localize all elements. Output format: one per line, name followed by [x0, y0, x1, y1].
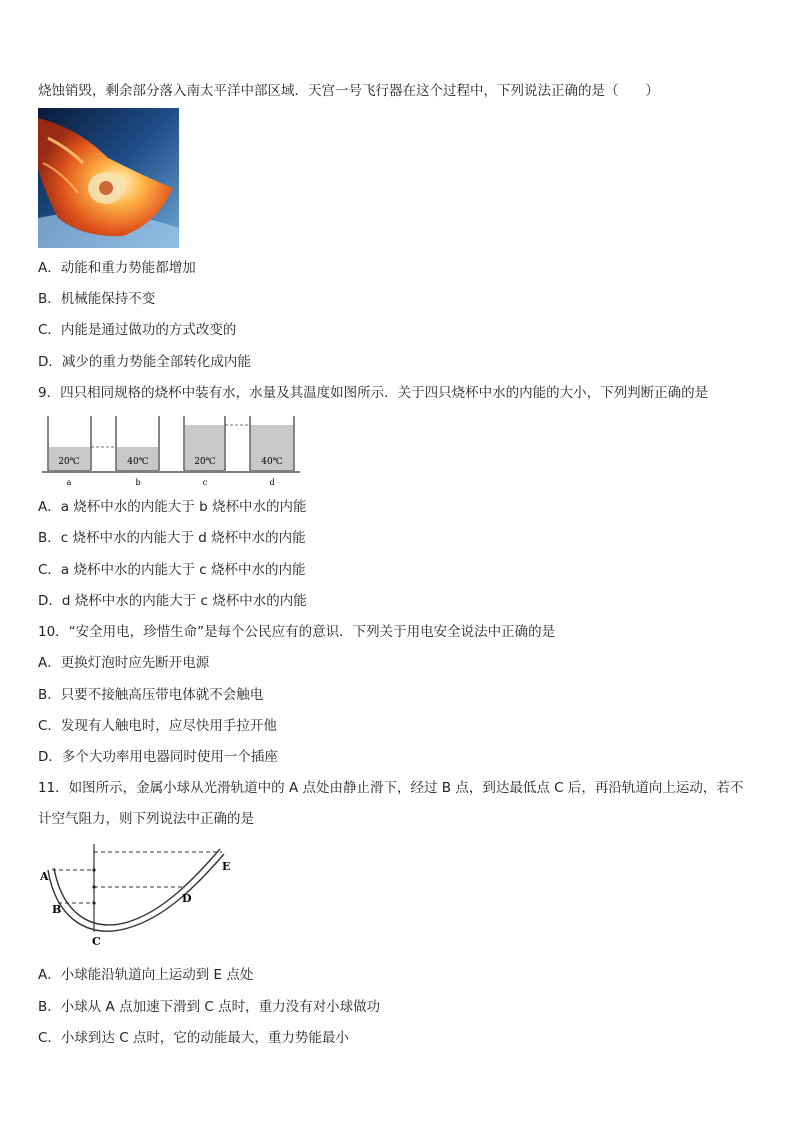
- q9-option-a: A．a 烧杯中水的内能大于 b 烧杯中水的内能: [38, 499, 307, 515]
- beaker-a: [48, 416, 91, 487]
- q8-option-b: B．机械能保持不变: [38, 291, 156, 307]
- q10-option-d: D．多个大功率用电器同时使用一个插座: [38, 749, 278, 765]
- q11-option-b: B．小球从 A 点加速下滑到 C 点时，重力没有对小球做功: [38, 999, 381, 1015]
- point-b-label: B: [52, 903, 62, 916]
- q11-option-a: A．小球能沿轨道向上运动到 E 点处: [38, 967, 254, 983]
- track-figure: [38, 840, 233, 950]
- q8-option-d: D．减少的重力势能全部转化成内能: [38, 354, 251, 370]
- beaker-d-label: d: [269, 478, 275, 487]
- point-e-label: E: [222, 860, 231, 873]
- beakers-figure: [38, 413, 303, 489]
- beaker-a-label: a: [66, 478, 72, 487]
- q11-option-c: C．小球到达 C 点时，它的动能最大，重力势能最小: [38, 1030, 349, 1046]
- q10-option-a: A．更换灯泡时应先断开电源: [38, 655, 210, 671]
- q8-stem: 烧蚀销毁，剩余部分落入南太平洋中部区域．天宫一号飞行器在这个过程中，下列说法正确的是（ ）: [38, 83, 659, 99]
- beaker-b-label: b: [135, 478, 141, 487]
- beaker-b-temp: 40℃: [127, 457, 149, 467]
- beaker-b: [116, 416, 159, 487]
- beaker-c: [184, 416, 225, 487]
- q8-option-c: C．内能是通过做功的方式改变的: [38, 322, 237, 338]
- beaker-c-temp: 20℃: [194, 457, 216, 467]
- beaker-d: [250, 416, 294, 487]
- q9-option-d: D．d 烧杯中水的内能大于 c 烧杯中水的内能: [38, 593, 307, 609]
- beaker-d-temp: 40℃: [261, 457, 283, 467]
- q10-option-b: B．只要不接触高压带电体就不会触电: [38, 687, 264, 703]
- beaker-a-temp: 20℃: [58, 457, 80, 467]
- q8-option-a: A．动能和重力势能都增加: [38, 260, 196, 276]
- q11-stem-line1: 11．如图所示，金属小球从光滑轨道中的 A 点处由静止滑下，经过 B 点，到达最低点 C 后，再沿轨道向上运动，若不: [38, 780, 744, 796]
- q10-option-c: C．发现有人触电时，应尽快用手拉开他: [38, 718, 277, 734]
- tiangong-reentry-image: [38, 108, 179, 248]
- point-a-label: A: [40, 870, 49, 883]
- beaker-c-label: c: [202, 478, 208, 487]
- point-c-label: C: [92, 935, 101, 948]
- q11-stem-line2: 计空气阻力，则下列说法中正确的是: [38, 811, 254, 827]
- q10-stem: 10．“安全用电，珍惜生命”是每个公民应有的意识．下列关于用电安全说法中正确的是: [38, 624, 556, 640]
- point-d-label: D: [182, 892, 192, 905]
- q9-option-c: C．a 烧杯中水的内能大于 c 烧杯中水的内能: [38, 562, 306, 578]
- q9-stem: 9．四只相同规格的烧杯中装有水，水量及其温度如图所示．关于四只烧杯中水的内能的大小，下列判断正确的是: [38, 385, 709, 401]
- q9-option-b: B．c 烧杯中水的内能大于 d 烧杯中水的内能: [38, 530, 306, 546]
